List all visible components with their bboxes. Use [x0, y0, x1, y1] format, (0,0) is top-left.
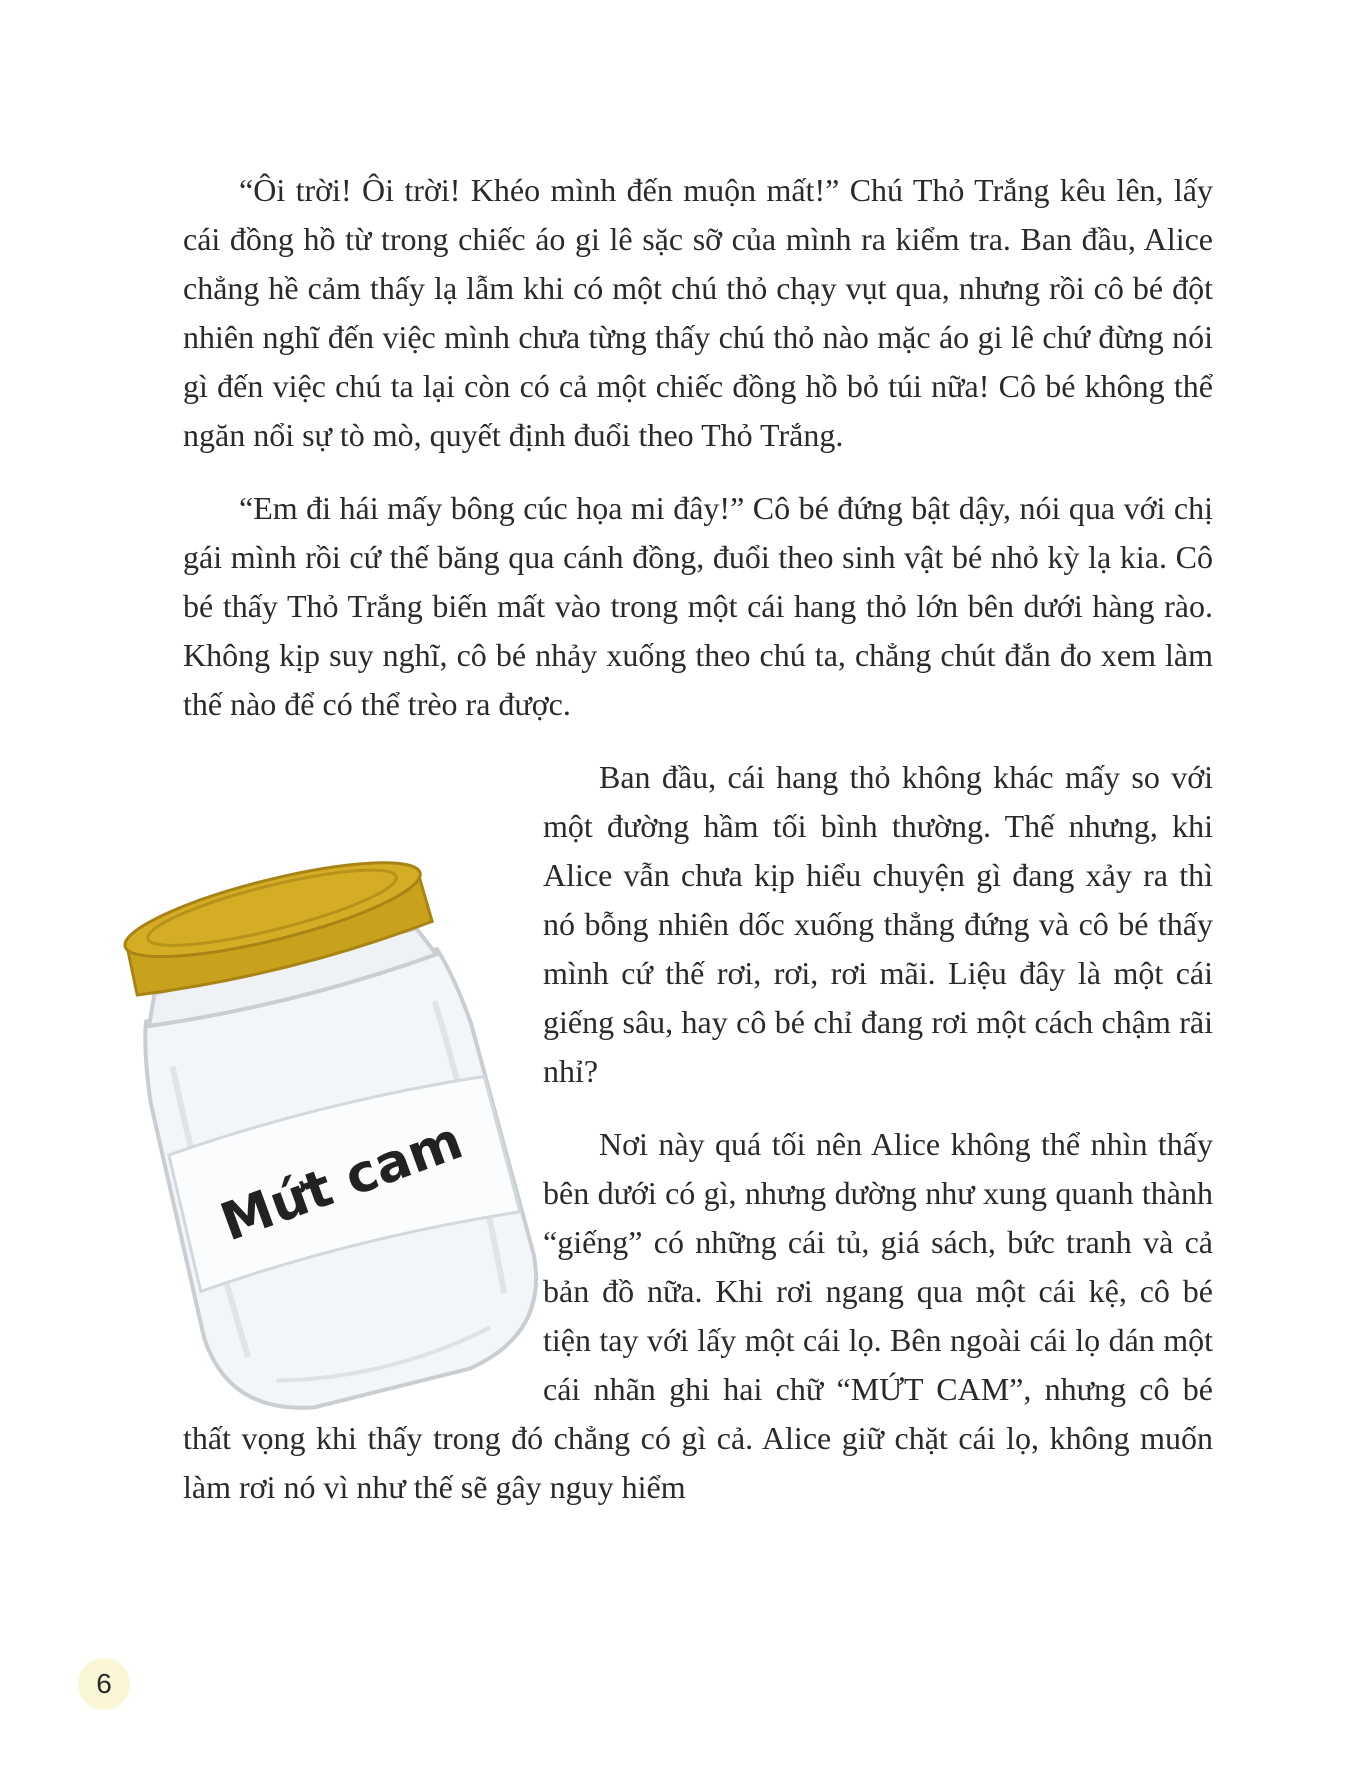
paragraph-3: Ban đầu, cái hang thỏ không khác mấy so với một đường hầm tối bình thường. Thế nhưng, khi Alice vẫn chưa kịp hiểu chuyện gì đang xảy ra thì nó bỗng nhiên dốc xuống thẳng đứng và cô bé thấy mình cứ thế rơi, rơi, rơi mãi. Liệu đây là một cái giếng sâu, hay cô bé chỉ đang rơi một cách chậm rãi nhỉ? [543, 759, 1213, 1089]
paragraph-4: Nơi này quá tối nên Alice không thể nhìn thấy bên dưới có gì, nhưng dường như xung quanh thành “giếng” có những cái tủ, giá sách, bức tranh và cả bản đồ nữa. Khi rơi ngang qua một cái kệ, cô bé tiện tay với lấy một cái lọ. Bên ngoài cái lọ dán một cái nhãn ghi hai chữ “MỨT CAM”, nhưng cô bé thất vọng khi thấy trong đó chẳng có gì cả. Alice giữ chặt cái lọ, không muốn làm rơi nó vì như thế sẽ gây nguy hiểm [183, 1126, 1213, 1505]
page-number: 6 [96, 1668, 112, 1699]
jam-jar-illustration [115, 860, 555, 1420]
paragraph-1: “Ôi trời! Ôi trời! Khéo mình đến muộn mất!” Chú Thỏ Trắng kêu lên, lấy cái đồng hồ từ trong chiếc áo gi lê sặc sỡ của mình ra kiểm tra. Ban đầu, Alice chẳng hề cảm thấy lạ lẫm khi có một chú thỏ chạy vụt qua, nhưng rồi cô bé đột nhiên nghĩ đến việc mình chưa từng thấy chú thỏ nào mặc áo gi lê chứ đừng nói gì đến việc chú ta lại còn có cả một chiếc đồng hồ bỏ túi nữa! Cô bé không thể ngăn nổi sự tò mò, quyết định đuổi theo Thỏ Trắng. [183, 172, 1213, 453]
jar-label-text: Mứt cam [213, 1110, 471, 1254]
page-number-badge [78, 1658, 130, 1710]
paragraph-2: “Em đi hái mấy bông cúc họa mi đây!” Cô bé đứng bật dậy, nói qua với chị gái mình rồi cứ thế băng qua cánh đồng, đuổi theo sinh vật bé nhỏ kỳ lạ kia. Cô bé thấy Thỏ Trắng biến mất vào trong một cái hang thỏ lớn bên dưới hàng rào. Không kịp suy nghĩ, cô bé nhảy xuống theo chú ta, chẳng chút đắn đo xem làm thế nào để có thể trèo ra được. [183, 490, 1213, 722]
